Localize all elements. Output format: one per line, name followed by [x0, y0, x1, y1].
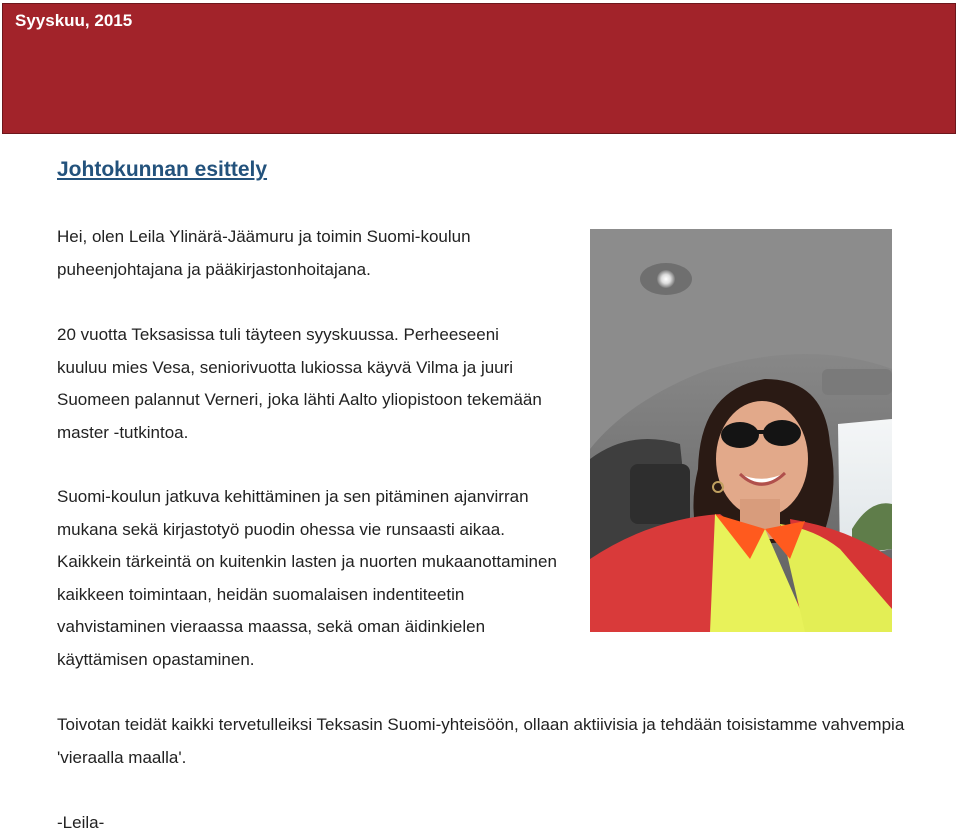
- header-banner: [2, 3, 956, 134]
- paragraph-school: Suomi-koulun jatkuva kehittäminen ja sen pitäminen ajanvirran mukana sekä kirjastotyö puodin ohessa vie runsaasti aikaa. Kaikkein tärkeintä on kuitenkin lasten ja nuorten mukaanottaminen kaikkeen toimintaan, heidän suomalaisen indentiteetin vahvistaminen vieraassa maassa, sekä oman äidinkielen käyttämisen opastaminen.: [57, 487, 557, 669]
- paragraph-welcome: Toivotan teidät kaikki tervetulleiksi Teksasin Suomi-yhteisöön, ollaan aktiivisia ja tehdään toisistamme vahvempia 'vieraalla maalla'.: [57, 715, 905, 767]
- paragraph-intro: Hei, olen Leila Ylinärä-Jäämuru ja toimin Suomi-koulun puheenjohtajana ja pääkirjastonhoitajana.: [57, 227, 471, 279]
- portrait-photo: [590, 229, 892, 632]
- signature: -Leila-: [57, 813, 105, 830]
- banner-title: Syyskuu, 2015: [15, 11, 133, 30]
- section-heading-link[interactable]: Johtokunnan esittely: [57, 158, 268, 181]
- paragraph-family: 20 vuotta Teksasissa tuli täyteen syyskuussa. Perheeseeni kuuluu mies Vesa, seniorivuotta lukiossa käyvä Vilma ja juuri Suomeen palannut Verneri, joka lähti Aalto yliopistoon tekemään master -tutkintoa.: [57, 325, 542, 442]
